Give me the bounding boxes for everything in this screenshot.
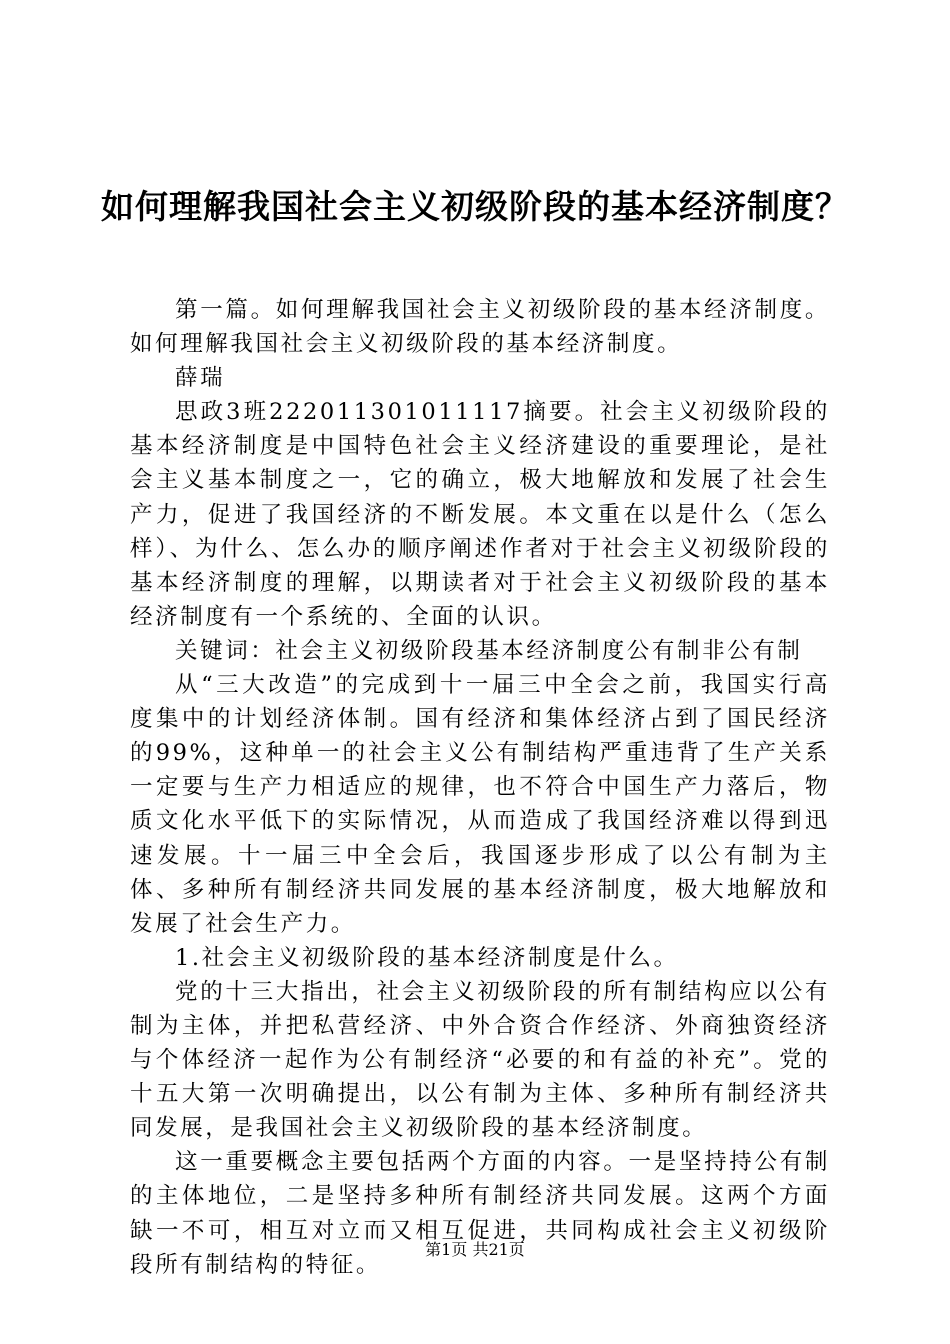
- paragraph-author: 薛瑞: [175, 365, 226, 392]
- document-body: [130, 293, 830, 1282]
- paragraph-party-congress: 党的十三大指出，社会主义初级阶段的所有制结构应以公有制为主体，并把私营经济、中外合资合作经济、外商独资经济与个体经济一起作为公有制经济“必要的和有益的补充”。党的十五大第一次明确提出，以公有制为主体、多种所有制经济共同发展，是我国社会主义初级阶段的基本经济制度。: [130, 978, 830, 1142]
- paragraph-intro: 第一篇。如何理解我国社会主义初级阶段的基本经济制度。如何理解我国社会主义初级阶段的基本经济制度。: [130, 297, 830, 358]
- paragraph-keywords: 关键词：社会主义初级阶段基本经济制度公有制非公有制: [175, 637, 803, 664]
- document-title: 如何理解我国社会主义初级阶段的基本经济制度？: [101, 187, 849, 226]
- page-footer: 第1页 共21页: [425, 1240, 525, 1259]
- paragraph-abstract: 思政3班222011301011117摘要。社会主义初级阶段的基本经济制度是中国特色社会主义经济建设的重要理论，是社会主义基本制度之一，它的确立，极大地解放和发展了社会生产力，促进了我国经济的不断发展。本文重在以是什么（怎么样）、为什么、怎么办的顺序阐述作者对于社会主义初级阶段的基本经济制度的理解，以期读者对于社会主义初级阶段的基本经济制度有一个系统的、全面的认识。: [130, 399, 830, 630]
- paragraph-concept: 这一重要概念主要包括两个方面的内容。一是坚持持公有制的主体地位，二是坚持多种所有制经济共同发展。这两个方面缺一不可，相互对立而又相互促进，共同构成社会主义初级阶段所有制结构的特征。: [130, 1149, 830, 1278]
- section-heading-1: 1.社会主义初级阶段的基本经济制度是什么。: [175, 944, 679, 971]
- paragraph-background: 从“三大改造”的完成到十一届三中全会之前，我国实行高度集中的计划经济体制。国有经济和集体经济占到了国民经济的99%，这种单一的社会主义公有制结构严重违背了生产关系一定要与生产力相适应的规律，也不符合中国生产力落后，物质文化水平低下的实际情况，从而造成了我国经济难以得到迅速发展。十一届三中全会后，我国逐步形成了以公有制为主体、多种所有制经济共同发展的基本经济制度，极大地解放和发展了社会生产力。: [130, 672, 830, 937]
